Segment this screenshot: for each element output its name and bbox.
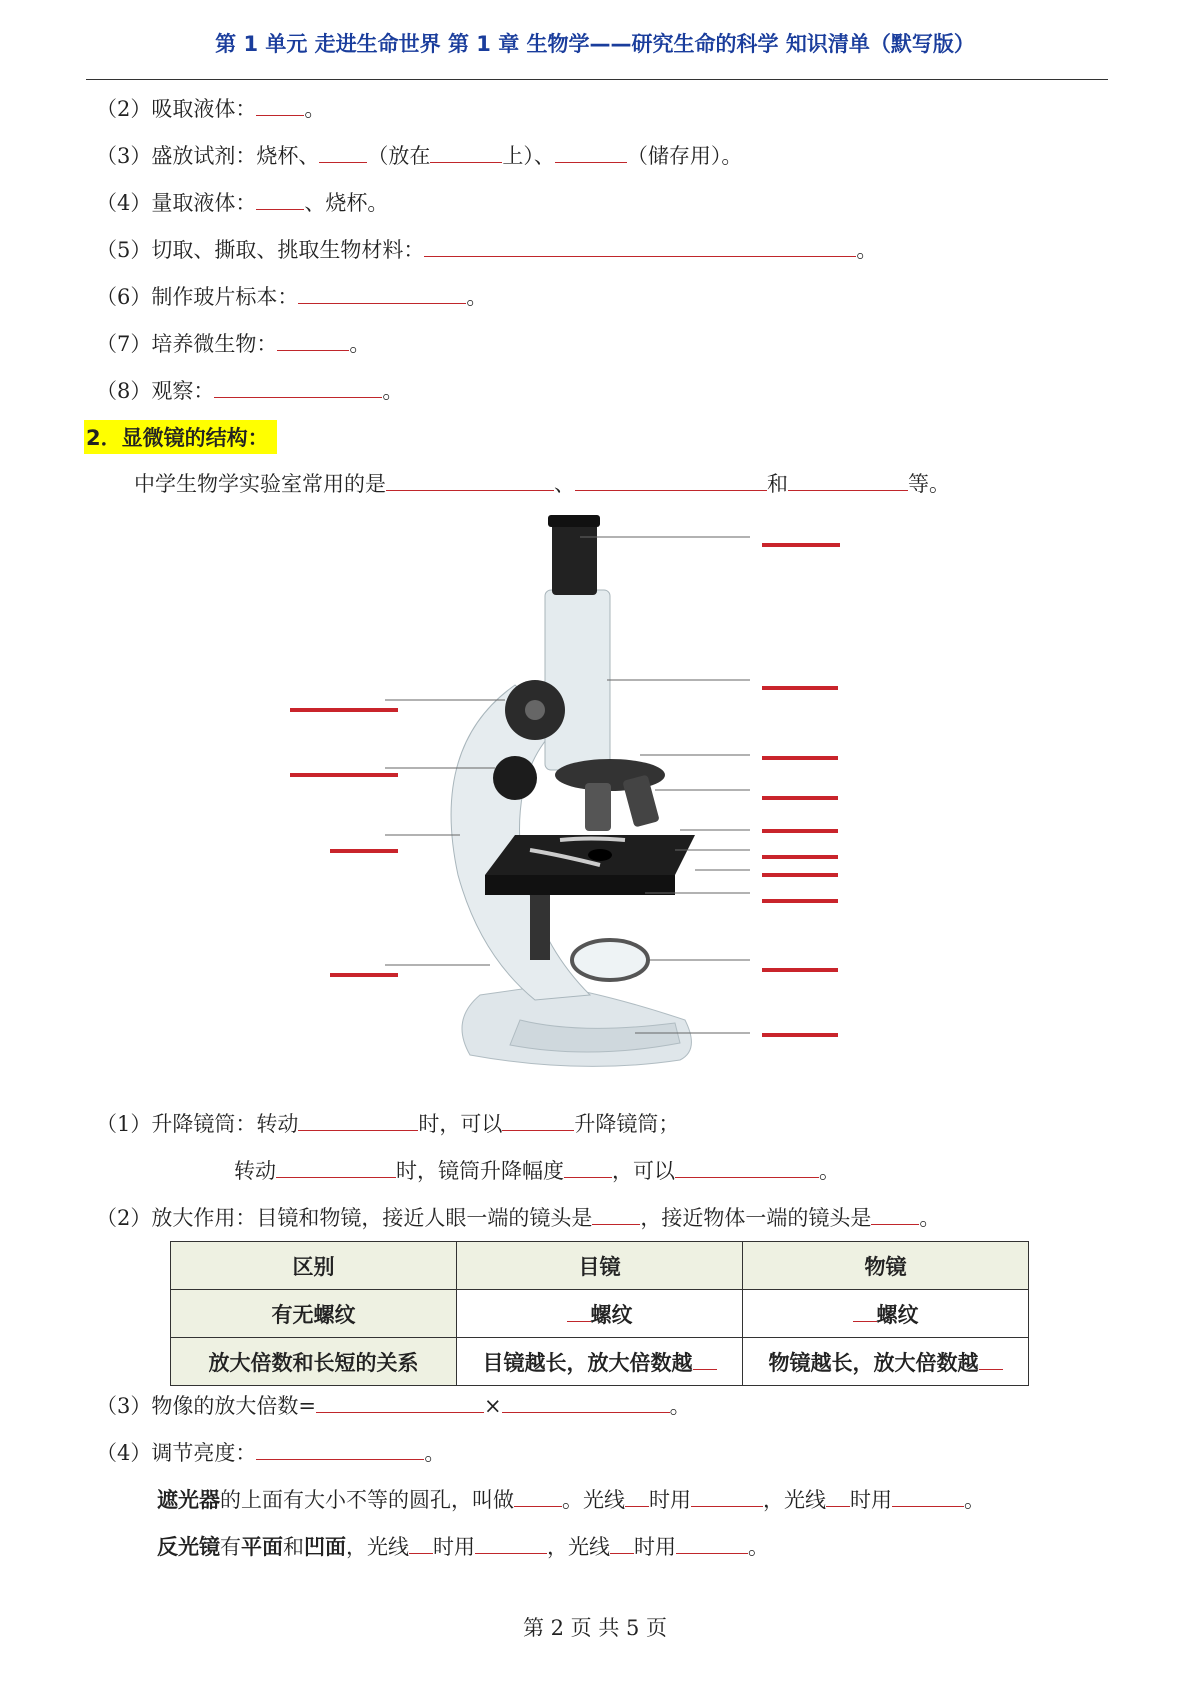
fine-focus-knob <box>493 756 537 800</box>
blank[interactable] <box>575 468 767 491</box>
blank[interactable] <box>892 1484 964 1507</box>
blank[interactable] <box>256 1437 424 1460</box>
blank[interactable] <box>676 1531 748 1554</box>
blank[interactable] <box>316 1390 484 1413</box>
blank[interactable] <box>691 1484 763 1507</box>
item-6: （6）制作玻片标本： 。 <box>96 281 487 312</box>
blank[interactable] <box>567 1299 591 1322</box>
blank[interactable] <box>475 1531 547 1554</box>
blank[interactable] <box>853 1299 877 1322</box>
body-tube <box>545 590 610 770</box>
objective-lens <box>585 783 611 831</box>
page-footer: 第 2 页 共 5 页 <box>522 1616 668 1640</box>
blank[interactable] <box>564 1155 612 1178</box>
item-7: （7）培养微生物： 。 <box>96 328 370 359</box>
header-rule <box>86 79 1108 80</box>
q4-line: （4）调节亮度： 。 <box>96 1437 445 1468</box>
item-5: （5）切取、撕取、挑取生物材料： 。 <box>96 234 877 265</box>
blank[interactable] <box>276 1155 396 1178</box>
blank[interactable] <box>625 1484 649 1507</box>
lens-comparison-table <box>170 1241 1029 1386</box>
item-3: （3）盛放试剂：烧杯、 （放在 上）、 （储存用）。 <box>96 140 742 171</box>
mirror-line: 反光镜有平面和凹面，光线 时用 ，光线 时用 。 <box>157 1531 769 1562</box>
blank[interactable] <box>693 1347 717 1370</box>
shade-line: 遮光器的上面有大小不等的圆孔，叫做 。光线 时用 ，光线 时用 。 <box>157 1484 985 1515</box>
microscope-intro: 中学生物学实验室常用的是 、 和 等。 <box>134 468 950 499</box>
blank[interactable] <box>424 234 856 257</box>
page-header: 第 1 单元 走进生命世界 第 1 章 生物学——研究生命的科学 知识清单（默写版） <box>215 32 975 56</box>
blank[interactable] <box>610 1531 634 1554</box>
mirror <box>572 940 648 980</box>
q1-line2: 转动 时，镜筒升降幅度 ，可以 。 <box>234 1155 840 1186</box>
blank[interactable] <box>256 187 304 210</box>
eyepiece <box>552 520 597 595</box>
blank[interactable] <box>298 281 466 304</box>
item-8: （8）观察： 。 <box>96 375 403 406</box>
q3-line: （3）物像的放大倍数= × 。 <box>96 1390 691 1421</box>
table-row: 放大倍数和长短的关系 目镜越长，放大倍数越 物镜越长，放大倍数越 <box>171 1338 1029 1386</box>
blank[interactable] <box>409 1531 433 1554</box>
q2-line: （2）放大作用：目镜和物镜，接近人眼一端的镜头是 ，接近物体一端的镜头是 。 <box>96 1202 940 1233</box>
blank[interactable] <box>214 375 382 398</box>
item-2: （2）吸取液体： 。 <box>96 93 325 124</box>
blank[interactable] <box>979 1347 1003 1370</box>
blank[interactable] <box>555 140 627 163</box>
blank[interactable] <box>871 1202 919 1225</box>
blank[interactable] <box>788 468 908 491</box>
table-row: 有无螺纹 螺纹 螺纹 <box>171 1290 1029 1338</box>
microscope-diagram <box>280 515 920 1085</box>
table-row: 区别 目镜 物镜 <box>171 1242 1029 1290</box>
blank[interactable] <box>826 1484 850 1507</box>
blank[interactable] <box>592 1202 640 1225</box>
blank[interactable] <box>256 93 304 116</box>
blank[interactable] <box>386 468 554 491</box>
section-title: 2．显微镜的结构： <box>84 420 277 454</box>
blank[interactable] <box>277 328 349 351</box>
blank[interactable] <box>502 1108 574 1131</box>
blank[interactable] <box>514 1484 562 1507</box>
blank[interactable] <box>298 1108 418 1131</box>
item-4: （4）量取液体： 、烧杯。 <box>96 187 388 218</box>
blank[interactable] <box>675 1155 819 1178</box>
blank[interactable] <box>502 1390 670 1413</box>
blank[interactable] <box>319 140 367 163</box>
blank[interactable] <box>430 140 502 163</box>
q1-line1: （1）升降镜筒：转动 时，可以 升降镜筒； <box>96 1108 679 1139</box>
